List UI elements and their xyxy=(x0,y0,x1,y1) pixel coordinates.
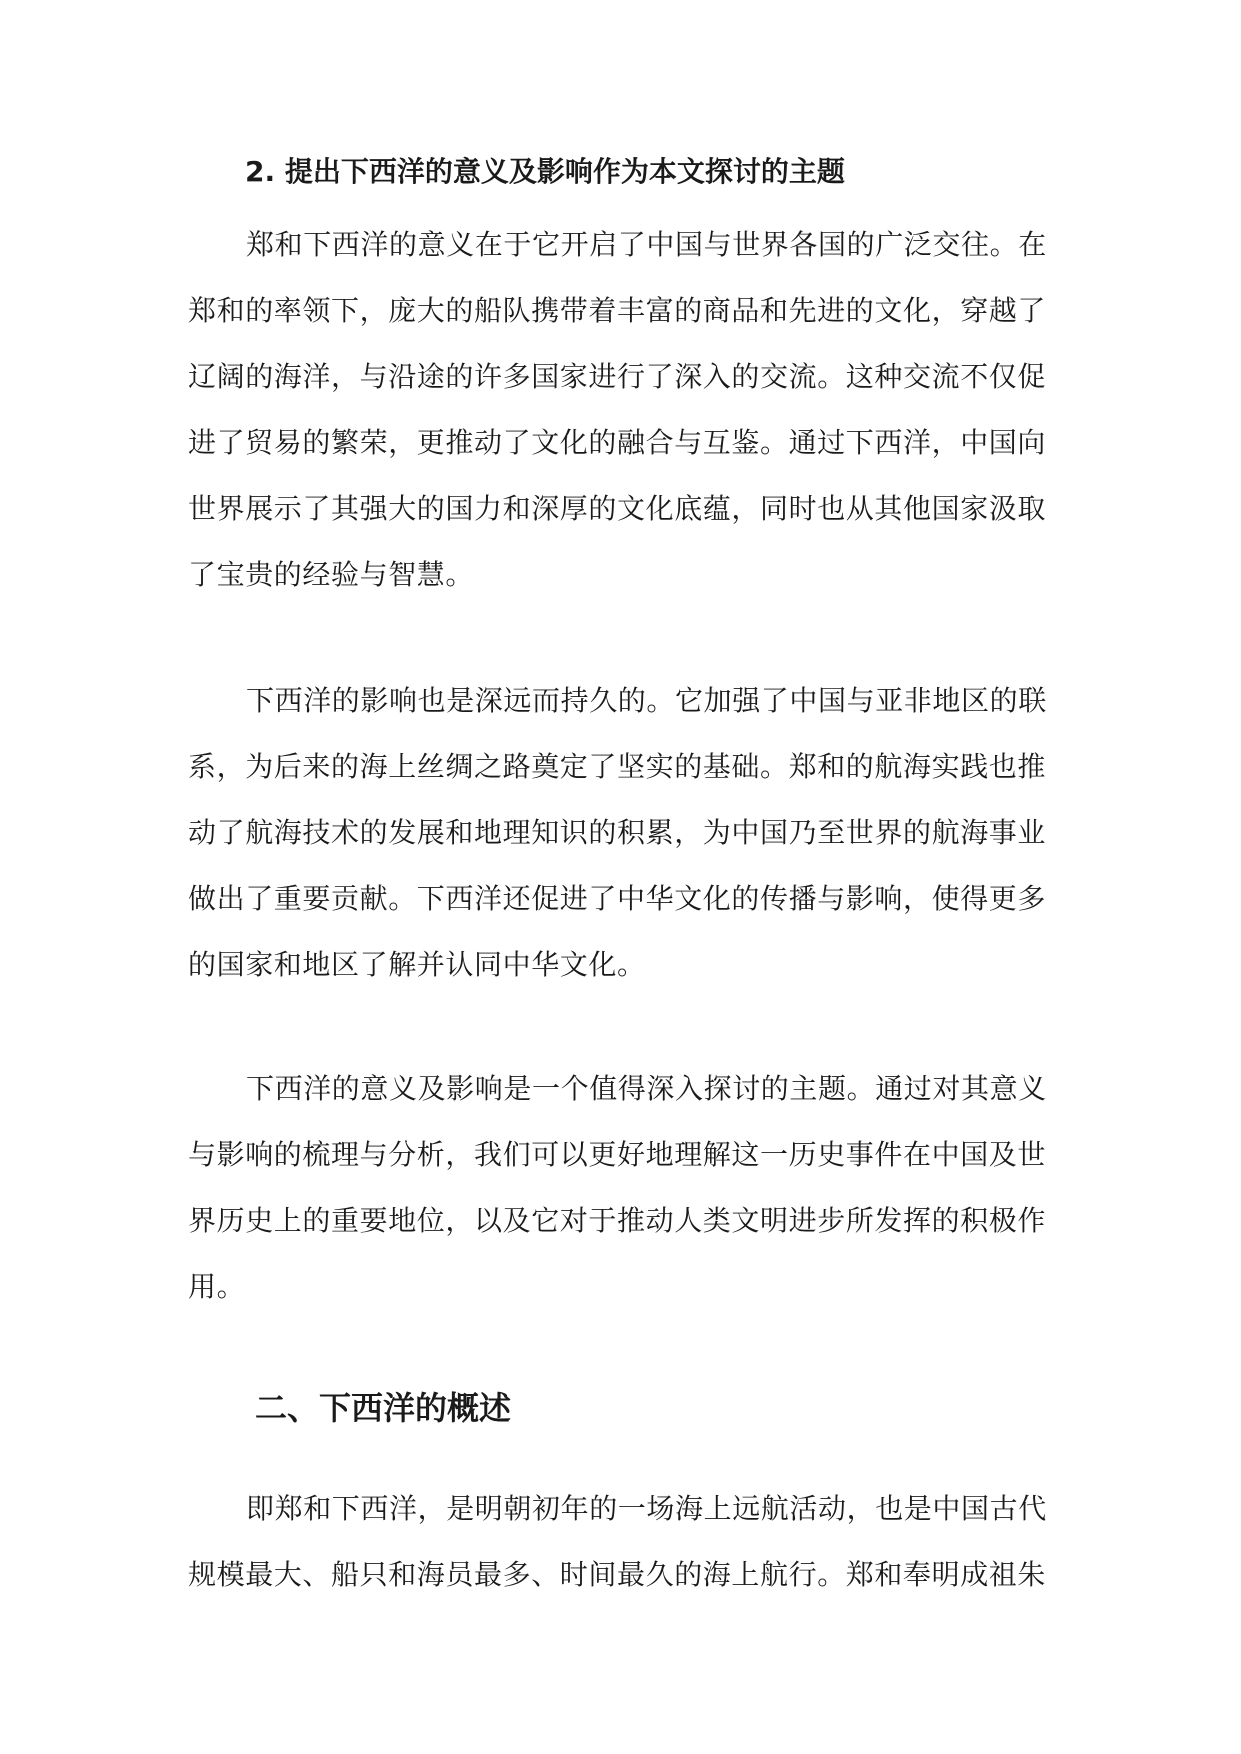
paragraph-line: 动了航海技术的发展和地理知识的积累，为中国乃至世界的航海事业 xyxy=(188,816,1047,849)
paragraph-line: 系，为后来的海上丝绸之路奠定了坚实的基础。郑和的航海实践也推 xyxy=(188,750,1047,783)
paragraph-line: 世界展示了其强大的国力和深厚的文化底蕴，同时也从其他国家汲取 xyxy=(188,492,1047,525)
paragraph-line: 即郑和下西洋，是明朝初年的一场海上远航活动，也是中国古代 xyxy=(246,1492,1047,1525)
section-heading: 二、下西洋的概述 xyxy=(255,1389,512,1427)
paragraph-line: 与影响的梳理与分析，我们可以更好地理解这一历史事件在中国及世 xyxy=(188,1138,1047,1171)
paragraph-line: 用。 xyxy=(188,1270,246,1303)
paragraph-significance xyxy=(188,212,1057,608)
paragraph-line: 郑和下西洋的意义在于它开启了中国与世界各国的广泛交往。在 xyxy=(246,228,1047,261)
paragraph-line: 规模最大、船只和海员最多、时间最久的海上航行。郑和奉明成祖朱 xyxy=(188,1558,1047,1591)
paragraph-line: 辽阔的海洋，与沿途的许多国家进行了深入的交流。这种交流不仅促 xyxy=(188,360,1047,393)
paragraph-line: 的国家和地区了解并认同中华文化。 xyxy=(188,948,646,981)
paragraph-line: 界历史上的重要地位，以及它对于推动人类文明进步所发挥的积极作 xyxy=(188,1204,1047,1237)
subsection-heading: 2. 提出下西洋的意义及影响作为本文探讨的主题 xyxy=(245,155,845,188)
paragraph-line: 郑和的率领下，庞大的船队携带着丰富的商品和先进的文化，穿越了 xyxy=(188,294,1047,327)
paragraph-line: 进了贸易的繁荣，更推动了文化的融合与互鉴。通过下西洋，中国向 xyxy=(188,426,1047,459)
paragraph-line: 做出了重要贡献。下西洋还促进了中华文化的传播与影响，使得更多 xyxy=(188,882,1047,915)
paragraph-influence xyxy=(188,668,1057,998)
paragraph-line: 下西洋的影响也是深远而持久的。它加强了中国与亚非地区的联 xyxy=(246,684,1047,717)
paragraph-line: 了宝贵的经验与智慧。 xyxy=(188,558,475,591)
paragraph-conclusion xyxy=(188,1056,1057,1320)
paragraph-line: 下西洋的意义及影响是一个值得深入探讨的主题。通过对其意义 xyxy=(246,1072,1047,1105)
paragraph-overview xyxy=(188,1476,1057,1608)
